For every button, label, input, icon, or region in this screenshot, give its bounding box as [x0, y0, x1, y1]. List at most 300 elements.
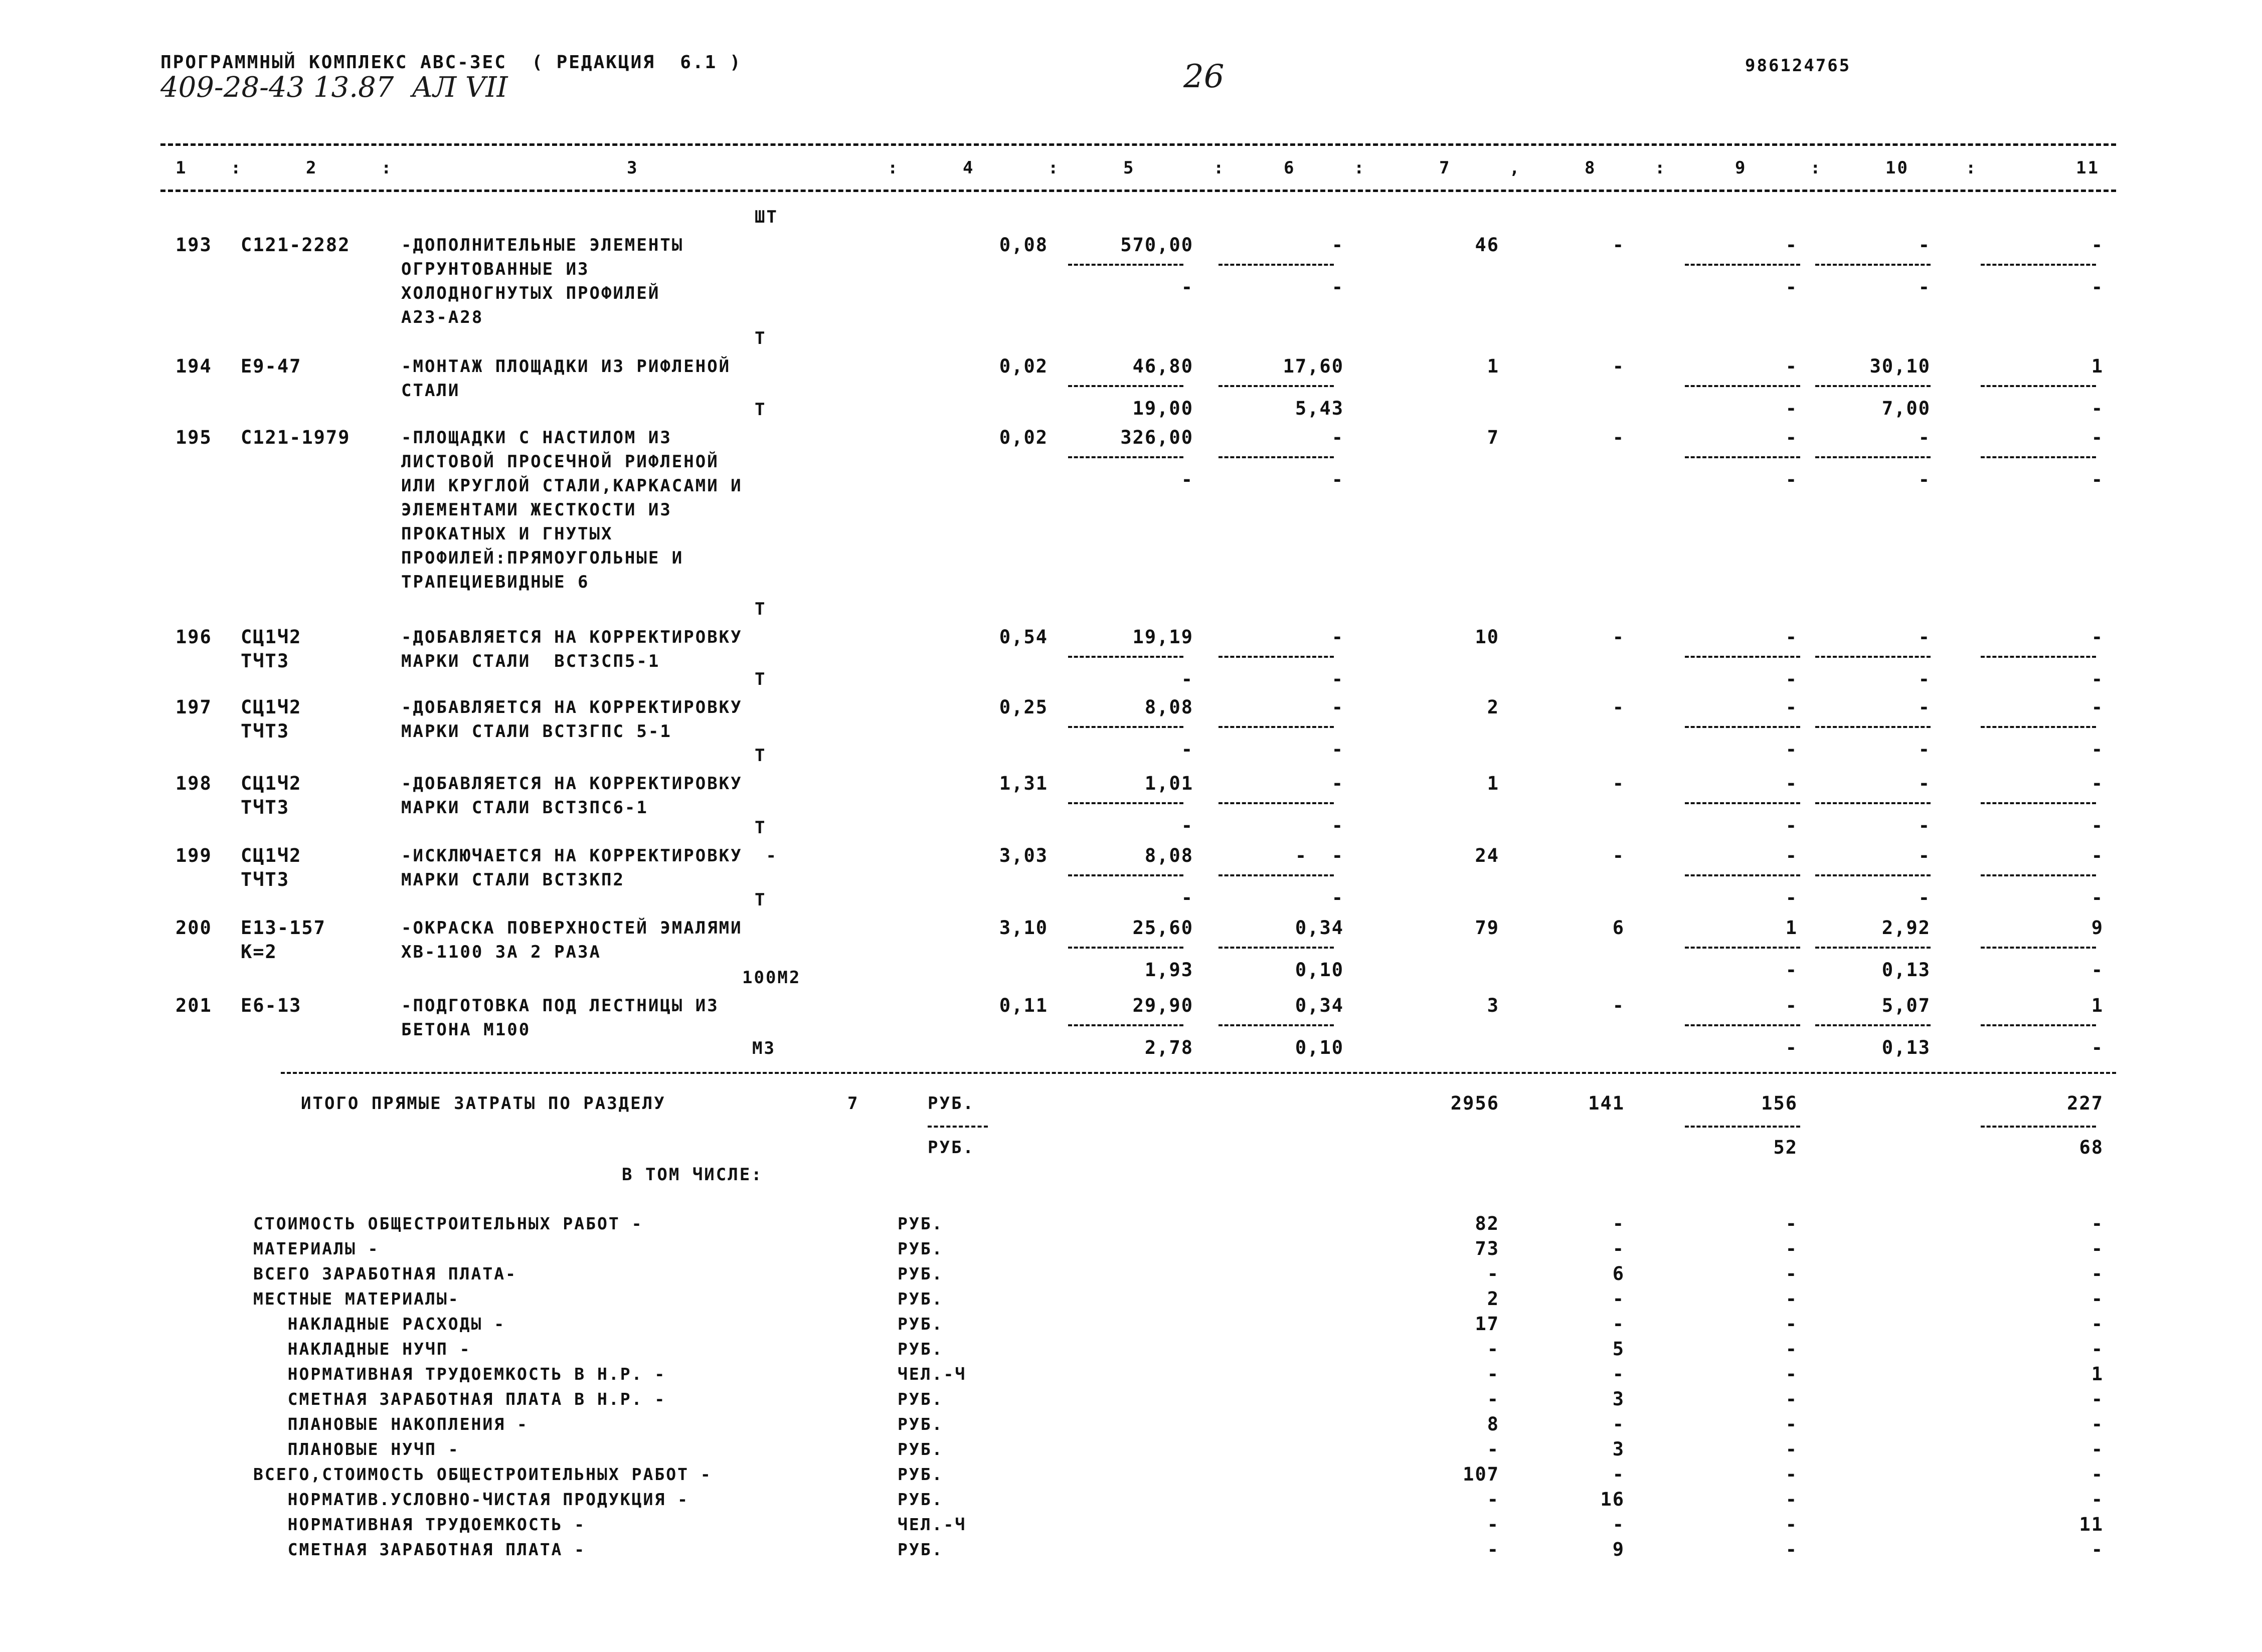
- summary-col11-sub: 68: [2079, 1137, 2104, 1158]
- summary-row-col11: -: [2091, 1263, 2104, 1284]
- row-col7: 1: [1487, 773, 1499, 794]
- row-code: ТЧТ3: [241, 869, 290, 890]
- row-quantity: 0,02: [999, 427, 1048, 448]
- cell-divider: [1815, 264, 1931, 266]
- summary-row-unit: РУБ.: [898, 1490, 944, 1509]
- column-number: :: [1354, 158, 1366, 178]
- document-code: 986124765: [1745, 56, 1851, 76]
- row-col6: -: [1331, 696, 1344, 718]
- row-col11: -: [2091, 626, 2104, 648]
- row-description: МАРКИ СТАЛИ ВСТ3КП2: [401, 870, 625, 890]
- cell-divider: [1068, 874, 1183, 876]
- row-col11-sub: -: [2091, 276, 2104, 298]
- summary-row-col7: -: [1487, 1438, 1499, 1460]
- row-col11-sub: -: [2091, 739, 2104, 760]
- row-col6-sub: -: [1331, 469, 1344, 490]
- cell-divider: [1815, 385, 1931, 387]
- row-col10: -: [1918, 696, 1931, 718]
- row-col10-sub: 0,13: [1881, 1037, 1931, 1058]
- summary-row-unit: РУБ.: [898, 1414, 944, 1434]
- row-col11: -: [2091, 427, 2104, 448]
- row-number: 197: [176, 696, 212, 718]
- row-unit: Т: [755, 818, 767, 838]
- row-col5-sub: -: [1181, 815, 1193, 836]
- summary-row-col11: 1: [2091, 1363, 2104, 1385]
- row-col7: 79: [1475, 917, 1499, 939]
- row-col5: 46,80: [1132, 355, 1193, 377]
- row-col11-sub: -: [2091, 959, 2104, 981]
- column-number: 9: [1735, 158, 1747, 178]
- row-col10: -: [1918, 626, 1931, 648]
- row-description: МАРКИ СТАЛИ ВСТ3СП5-1: [401, 651, 660, 671]
- summary-row-col8: -: [1612, 1413, 1625, 1435]
- row-quantity: 3,03: [999, 845, 1048, 866]
- summary-row-label: СТОИМОСТЬ ОБЩЕСТРОИТЕЛЬНЫХ РАБОТ -: [253, 1214, 643, 1233]
- row-col11: 1: [2091, 355, 2104, 377]
- column-number: 4: [963, 158, 975, 178]
- cell-divider: [1685, 456, 1800, 458]
- summary-col7: 2956: [1450, 1092, 1499, 1114]
- row-description: МАРКИ СТАЛИ ВСТ3ПС6-1: [401, 798, 648, 818]
- row-col9-sub: -: [1785, 739, 1798, 760]
- row-quantity: 0,02: [999, 355, 1048, 377]
- summary-unit: РУБ.: [928, 1138, 975, 1158]
- row-code: Е9-47: [241, 355, 302, 377]
- cell-divider: [1815, 656, 1931, 658]
- row-col10-sub: -: [1918, 815, 1931, 836]
- row-col10: -: [1918, 845, 1931, 866]
- row-col9: -: [1785, 995, 1798, 1016]
- row-col10-sub: 7,00: [1881, 398, 1931, 419]
- summary-row-col7: -: [1487, 1338, 1499, 1360]
- cell-divider: [1219, 1024, 1334, 1026]
- row-col5: 8,08: [1144, 696, 1193, 718]
- cell-divider: [1981, 1126, 2096, 1128]
- row-col5: 1,01: [1144, 773, 1193, 794]
- summary-row-col7: -: [1487, 1388, 1499, 1410]
- row-col7: 7: [1487, 427, 1499, 448]
- cell-divider: [1981, 1024, 2096, 1026]
- row-description: -ПЛОЩАДКИ С НАСТИЛОМ ИЗ: [401, 428, 672, 448]
- row-code: ТЧТ3: [241, 650, 290, 672]
- row-col9-sub: -: [1785, 469, 1798, 490]
- cell-divider: [928, 1126, 988, 1128]
- cell-divider: [1685, 385, 1800, 387]
- row-code: СЦ1Ч2: [241, 696, 302, 718]
- row-col9: 1: [1785, 917, 1798, 939]
- row-quantity: 1,31: [999, 773, 1048, 794]
- row-col6: -: [1331, 773, 1344, 794]
- summary-row-col8: 3: [1612, 1438, 1625, 1460]
- row-col7: 24: [1475, 845, 1499, 866]
- project-code: 409-28-43 13.87 АЛ VII: [160, 71, 508, 104]
- summary-row-label: ПЛАНОВЫЕ НАКОПЛЕНИЯ -: [253, 1414, 529, 1434]
- row-col5: 570,00: [1120, 234, 1193, 256]
- row-col10-sub: -: [1918, 887, 1931, 908]
- row-col10: -: [1918, 234, 1931, 256]
- cell-divider: [1815, 802, 1931, 804]
- row-col5: 19,19: [1132, 626, 1193, 648]
- row-code: СЦ1Ч2: [241, 773, 302, 794]
- row-col7: 1: [1487, 355, 1499, 377]
- summary-row-col9: -: [1785, 1463, 1798, 1485]
- row-description: ТРАПЕЦИЕВИДНЫЕ 6: [401, 572, 590, 592]
- column-number: 7: [1439, 158, 1451, 178]
- row-col8: -: [1612, 696, 1625, 718]
- column-number: :: [1048, 158, 1060, 178]
- cell-divider: [1219, 264, 1334, 266]
- row-col11: 1: [2091, 995, 2104, 1016]
- cell-divider: [1685, 1024, 1800, 1026]
- row-code: С121-2282: [241, 234, 351, 256]
- summary-row-unit: РУБ.: [898, 1289, 944, 1309]
- row-col6: 17,60: [1283, 355, 1344, 377]
- page-number: 26: [1183, 58, 1225, 95]
- row-code: Е6-13: [241, 995, 302, 1016]
- row-col10: 30,10: [1869, 355, 1931, 377]
- summary-row-col8: 5: [1612, 1338, 1625, 1360]
- row-unit: 100М2: [742, 968, 801, 988]
- row-col8: -: [1612, 427, 1625, 448]
- row-col11: 9: [2091, 917, 2104, 939]
- summary-row-col9: -: [1785, 1213, 1798, 1234]
- row-col6-sub: 0,10: [1295, 1037, 1344, 1058]
- column-number: :: [1966, 158, 1978, 178]
- row-col6-sub: -: [1331, 668, 1344, 690]
- cell-divider: [1981, 947, 2096, 949]
- cell-divider: [1981, 802, 2096, 804]
- column-number: 2: [306, 158, 318, 178]
- row-col9-sub: -: [1785, 887, 1798, 908]
- summary-row-col9: -: [1785, 1539, 1798, 1560]
- row-unit: Т: [755, 400, 767, 420]
- row-number: 201: [176, 995, 212, 1016]
- column-number: :: [381, 158, 393, 178]
- row-col7: 2: [1487, 696, 1499, 718]
- row-col8: 6: [1612, 917, 1625, 939]
- row-code: ТЧТ3: [241, 797, 290, 818]
- row-col10: -: [1918, 427, 1931, 448]
- row-col9: -: [1785, 773, 1798, 794]
- summary-row-unit: ЧЕЛ.-Ч: [898, 1515, 967, 1534]
- column-number: :: [1655, 158, 1667, 178]
- summary-row-col9: -: [1785, 1313, 1798, 1335]
- row-col5-sub: -: [1181, 276, 1193, 298]
- row-description: СТАЛИ: [401, 381, 460, 401]
- row-code: СЦ1Ч2: [241, 626, 302, 648]
- row-code: С121-1979: [241, 427, 351, 448]
- row-col11-sub: -: [2091, 1037, 2104, 1058]
- row-col6: -: [1331, 427, 1344, 448]
- summary-row-col11: -: [2091, 1313, 2104, 1335]
- summary-row-col11: -: [2091, 1338, 2104, 1360]
- cell-divider: [1219, 802, 1334, 804]
- row-quantity: 0,08: [999, 234, 1048, 256]
- cell-divider: [1981, 264, 2096, 266]
- summary-row-col7: -: [1487, 1363, 1499, 1385]
- row-col9: -: [1785, 234, 1798, 256]
- summary-row-col7: -: [1487, 1489, 1499, 1510]
- cell-divider: [1219, 947, 1334, 949]
- cell-divider: [1685, 264, 1800, 266]
- row-col6: -: [1331, 234, 1344, 256]
- summary-row-col8: -: [1612, 1288, 1625, 1310]
- row-description: -ДОБАВЛЯЕТСЯ НА КОРРЕКТИРОВКУ: [401, 627, 743, 647]
- row-col11-sub: -: [2091, 815, 2104, 836]
- summary-row-col7: 17: [1475, 1313, 1499, 1335]
- cell-divider: [1815, 456, 1931, 458]
- summary-row-unit: РУБ.: [898, 1214, 944, 1233]
- cell-divider: [1685, 656, 1800, 658]
- row-description: -ИСКЛЮЧАЕТСЯ НА КОРРЕКТИРОВКУ -: [401, 846, 778, 866]
- row-col11-sub: -: [2091, 887, 2104, 908]
- column-number: :: [1810, 158, 1822, 178]
- column-number: 11: [2076, 158, 2100, 178]
- row-col9: -: [1785, 355, 1798, 377]
- cell-divider: [1068, 656, 1183, 658]
- row-col9: -: [1785, 626, 1798, 648]
- row-description: ОГРУНТОВАННЫЕ ИЗ: [401, 259, 590, 279]
- row-col8: -: [1612, 845, 1625, 866]
- row-number: 193: [176, 234, 212, 256]
- summary-row-col9: -: [1785, 1288, 1798, 1310]
- row-col6-sub: -: [1331, 739, 1344, 760]
- row-number: 198: [176, 773, 212, 794]
- row-col5: 29,90: [1132, 995, 1193, 1016]
- cell-divider: [1068, 385, 1183, 387]
- row-number: 199: [176, 845, 212, 866]
- summary-row-label: МАТЕРИАЛЫ -: [253, 1239, 380, 1258]
- summary-row-col9: -: [1785, 1489, 1798, 1510]
- row-unit: Т: [755, 746, 767, 766]
- row-description: ЭЛЕМЕНТАМИ ЖЕСТКОСТИ ИЗ: [401, 500, 672, 520]
- column-number: :: [888, 158, 900, 178]
- row-col5-sub: -: [1181, 469, 1193, 490]
- row-description: -МОНТАЖ ПЛОЩАДКИ ИЗ РИФЛЕНОЙ: [401, 356, 731, 377]
- cell-divider: [1068, 1024, 1183, 1026]
- summary-col8: 141: [1588, 1092, 1625, 1114]
- row-col9-sub: -: [1785, 1037, 1798, 1058]
- row-col6-sub: -: [1331, 815, 1344, 836]
- cell-divider: [1685, 802, 1800, 804]
- cell-divider: [1068, 726, 1183, 728]
- row-unit: Т: [755, 890, 767, 910]
- row-col5-sub: -: [1181, 739, 1193, 760]
- row-description: -ПОДГОТОВКА ПОД ЛЕСТНИЦЫ ИЗ: [401, 996, 719, 1016]
- row-quantity: 0,54: [999, 626, 1048, 648]
- row-description: ХОЛОДНОГНУТЫХ ПРОФИЛЕЙ: [401, 283, 660, 303]
- row-code: К=2: [241, 941, 277, 963]
- cell-divider: [1815, 874, 1931, 876]
- summary-row-col11: -: [2091, 1413, 2104, 1435]
- summary-row-col7: 2: [1487, 1288, 1499, 1310]
- cell-divider: [1981, 656, 2096, 658]
- row-col10-sub: 0,13: [1881, 959, 1931, 981]
- summary-row-col11: -: [2091, 1213, 2104, 1234]
- row-description: БЕТОНА М100: [401, 1020, 531, 1040]
- summary-section: 7: [847, 1093, 859, 1114]
- row-code: Е13-157: [241, 917, 326, 939]
- header-bottom-rule: [160, 190, 2116, 192]
- summary-row-col11: -: [2091, 1238, 2104, 1259]
- including-heading: В ТОМ ЧИСЛЕ:: [622, 1165, 763, 1185]
- row-col5-sub: -: [1181, 887, 1193, 908]
- row-col10-sub: -: [1918, 739, 1931, 760]
- row-description: МАРКИ СТАЛИ ВСТ3ГПС 5-1: [401, 721, 672, 742]
- row-code: СЦ1Ч2: [241, 845, 302, 866]
- program-title: ПРОГРАММНЫЙ КОМПЛЕКС АВС-3ЕС ( РЕДАКЦИЯ 6.1 ): [160, 52, 742, 73]
- summary-row-col7: 82: [1475, 1213, 1499, 1234]
- cell-divider: [1815, 947, 1931, 949]
- summary-col9-sub: 52: [1773, 1137, 1798, 1158]
- summary-row-col11: -: [2091, 1288, 2104, 1310]
- summary-row-col9: -: [1785, 1238, 1798, 1259]
- summary-row-col8: -: [1612, 1363, 1625, 1385]
- row-description: -ОКРАСКА ПОВЕРХНОСТЕЙ ЭМАЛЯМИ: [401, 918, 743, 938]
- row-col9: -: [1785, 427, 1798, 448]
- row-col10: -: [1918, 773, 1931, 794]
- row-col11-sub: -: [2091, 398, 2104, 419]
- summary-row-col9: -: [1785, 1388, 1798, 1410]
- row-description: ИЛИ КРУГЛОЙ СТАЛИ,КАРКАСАМИ И: [401, 476, 743, 496]
- row-col10-sub: -: [1918, 276, 1931, 298]
- summary-row-label: СМЕТНАЯ ЗАРАБОТНАЯ ПЛАТА В Н.Р. -: [253, 1389, 666, 1409]
- row-col5-sub: 19,00: [1132, 398, 1193, 419]
- summary-row-col11: -: [2091, 1489, 2104, 1510]
- summary-row-unit: РУБ.: [898, 1264, 944, 1283]
- summary-row-col9: -: [1785, 1514, 1798, 1535]
- row-col11: -: [2091, 696, 2104, 718]
- row-col10: 5,07: [1881, 995, 1931, 1016]
- row-number: 194: [176, 355, 212, 377]
- column-number: 10: [1885, 158, 1909, 178]
- column-number: 8: [1585, 158, 1597, 178]
- row-col9-sub: -: [1785, 959, 1798, 981]
- cell-divider: [1068, 456, 1183, 458]
- last-row-unit: М3: [752, 1038, 776, 1058]
- summary-row-label: НОРМАТИВНАЯ ТРУДОЕМКОСТЬ В Н.Р. -: [253, 1364, 666, 1384]
- row-col10: 2,92: [1881, 917, 1931, 939]
- cell-divider: [1219, 656, 1334, 658]
- summary-row-col11: -: [2091, 1539, 2104, 1560]
- row-col9-sub: -: [1785, 276, 1798, 298]
- row-col8: -: [1612, 234, 1625, 256]
- summary-row-label: НАКЛАДНЫЕ РАСХОДЫ -: [253, 1314, 506, 1334]
- cell-divider: [1981, 385, 2096, 387]
- row-quantity: 0,11: [999, 995, 1048, 1016]
- row-col6: -: [1331, 626, 1344, 648]
- cell-divider: [1685, 874, 1800, 876]
- row-col5: 25,60: [1132, 917, 1193, 939]
- cell-divider: [1219, 456, 1334, 458]
- summary-row-label: НАКЛАДНЫЕ НУЧП -: [253, 1339, 471, 1359]
- row-description: -ДОПОЛНИТЕЛЬНЫЕ ЭЛЕМЕНТЫ: [401, 235, 684, 255]
- summary-row-label: НОРМАТИВ.УСЛОВНО-ЧИСТАЯ ПРОДУКЦИЯ -: [253, 1490, 689, 1509]
- summary-row-col11: 11: [2079, 1514, 2104, 1535]
- summary-row-unit: РУБ.: [898, 1439, 944, 1459]
- summary-row-unit: РУБ.: [898, 1464, 944, 1484]
- column-number: :: [231, 158, 243, 178]
- summary-col9: 156: [1761, 1092, 1798, 1114]
- column-number: 5: [1123, 158, 1135, 178]
- row-col11-sub: -: [2091, 668, 2104, 690]
- cell-divider: [1981, 456, 2096, 458]
- summary-row-col8: -: [1612, 1238, 1625, 1259]
- row-number: 200: [176, 917, 212, 939]
- row-description: ПРОФИЛЕЙ:ПРЯМОУГОЛЬНЫЕ И: [401, 548, 684, 568]
- row-col5: 8,08: [1144, 845, 1193, 866]
- column-number: ,: [1509, 158, 1521, 178]
- row-col10-sub: -: [1918, 469, 1931, 490]
- row-col6: 0,34: [1295, 917, 1344, 939]
- summary-row-col7: 8: [1487, 1413, 1499, 1435]
- cell-divider: [1219, 874, 1334, 876]
- summary-row-col8: 9: [1612, 1539, 1625, 1560]
- summary-row-unit: РУБ.: [898, 1389, 944, 1409]
- row-col5-sub: -: [1181, 668, 1193, 690]
- cell-divider: [1068, 947, 1183, 949]
- summary-row-col8: 16: [1600, 1489, 1625, 1510]
- summary-title: ИТОГО ПРЯМЫЕ ЗАТРАТЫ ПО РАЗДЕЛУ: [301, 1093, 666, 1114]
- summary-row-col9: -: [1785, 1413, 1798, 1435]
- row-col5-sub: 1,93: [1144, 959, 1193, 981]
- cell-divider: [1981, 874, 2096, 876]
- row-unit: Т: [755, 669, 767, 689]
- summary-row-unit: РУБ.: [898, 1339, 944, 1359]
- summary-row-col11: -: [2091, 1438, 2104, 1460]
- summary-row-label: СМЕТНАЯ ЗАРАБОТНАЯ ПЛАТА -: [253, 1540, 586, 1559]
- summary-row-label: НОРМАТИВНАЯ ТРУДОЕМКОСТЬ -: [253, 1515, 586, 1534]
- row-col8: -: [1612, 355, 1625, 377]
- row-col8: -: [1612, 773, 1625, 794]
- summary-row-col8: 6: [1612, 1263, 1625, 1284]
- summary-row-unit: РУБ.: [898, 1314, 944, 1334]
- row-unit: Т: [755, 328, 767, 348]
- row-col6: - -: [1295, 845, 1344, 866]
- cell-divider: [1068, 802, 1183, 804]
- column-number: 1: [176, 158, 188, 178]
- row-col7: 46: [1475, 234, 1499, 256]
- row-unit: Т: [755, 599, 767, 619]
- row-quantity: 3,10: [999, 917, 1048, 939]
- summary-row-col7: -: [1487, 1263, 1499, 1284]
- table-end-rule: [281, 1072, 2116, 1074]
- cell-divider: [1068, 264, 1183, 266]
- summary-row-col8: -: [1612, 1463, 1625, 1485]
- summary-row-col11: -: [2091, 1388, 2104, 1410]
- row-col9-sub: -: [1785, 668, 1798, 690]
- row-col6-sub: -: [1331, 276, 1344, 298]
- summary-row-col8: -: [1612, 1213, 1625, 1234]
- summary-row-col8: -: [1612, 1514, 1625, 1535]
- row-number: 196: [176, 626, 212, 648]
- cell-divider: [1815, 1024, 1931, 1026]
- row-col11: -: [2091, 234, 2104, 256]
- row-col6: 0,34: [1295, 995, 1344, 1016]
- row-col8: -: [1612, 995, 1625, 1016]
- summary-row-label: ПЛАНОВЫЕ НУЧП -: [253, 1439, 460, 1459]
- summary-row-col8: -: [1612, 1313, 1625, 1335]
- summary-col11: 227: [2067, 1092, 2104, 1114]
- summary-row-col9: -: [1785, 1363, 1798, 1385]
- summary-row-col9: -: [1785, 1263, 1798, 1284]
- row-description: ЛИСТОВОЙ ПРОСЕЧНОЙ РИФЛЕНОЙ: [401, 452, 719, 472]
- summary-row-label: ВСЕГО,СТОИМОСТЬ ОБЩЕСТРОИТЕЛЬНЫХ РАБОТ -: [253, 1464, 712, 1484]
- row-unit: ШТ: [755, 207, 778, 227]
- row-description: -ДОБАВЛЯЕТСЯ НА КОРРЕКТИРОВКУ: [401, 697, 743, 717]
- row-col9-sub: -: [1785, 815, 1798, 836]
- column-number: 3: [627, 158, 639, 178]
